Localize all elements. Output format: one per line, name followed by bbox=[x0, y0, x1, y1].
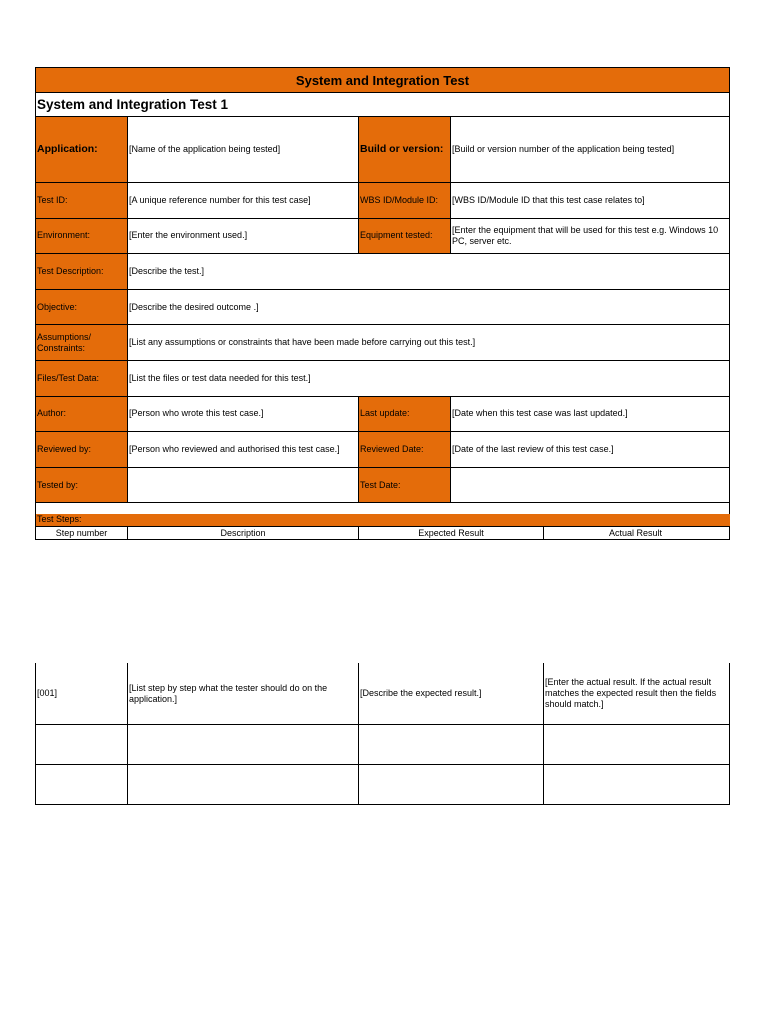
reviewed-by-value[interactable]: [Person who reviewed and authorised this test case.] bbox=[128, 432, 359, 467]
table-row bbox=[36, 663, 729, 725]
application-label: Application: bbox=[36, 117, 128, 182]
tested-row bbox=[36, 468, 729, 504]
test-id-row bbox=[36, 183, 729, 219]
actual-result-cell[interactable] bbox=[544, 765, 727, 804]
description-header: Description bbox=[128, 527, 359, 539]
objective-label: Objective: bbox=[36, 290, 128, 325]
test-id-label: Test ID: bbox=[36, 183, 128, 218]
tested-by-value[interactable] bbox=[128, 468, 359, 503]
author-value[interactable]: [Person who wrote this test case.] bbox=[128, 397, 359, 432]
expected-result-header: Expected Result bbox=[359, 527, 544, 539]
author-label: Author: bbox=[36, 397, 128, 432]
build-version-label: Build or version: bbox=[359, 117, 451, 182]
files-row bbox=[36, 361, 729, 397]
test-id-value[interactable]: [A unique reference number for this test case] bbox=[128, 183, 359, 218]
step-description-cell[interactable]: [List step by step what the tester should do on the application.] bbox=[128, 663, 359, 724]
actual-result-header: Actual Result bbox=[608, 527, 663, 538]
application-row bbox=[36, 117, 729, 183]
environment-row bbox=[36, 219, 729, 255]
test-name: System and Integration Test 1 bbox=[37, 97, 229, 112]
wbs-id-label: WBS ID/Module ID: bbox=[359, 183, 451, 218]
files-value[interactable]: [List the files or test data needed for this test.] bbox=[129, 372, 311, 383]
author-row bbox=[36, 397, 729, 433]
reviewed-date-label: Reviewed Date: bbox=[359, 432, 451, 467]
build-version-value[interactable]: [Build or version number of the application being tested] bbox=[452, 144, 675, 154]
spacer-row bbox=[36, 503, 729, 514]
step-number-cell[interactable] bbox=[36, 725, 128, 764]
step-description-cell[interactable] bbox=[128, 725, 359, 764]
actual-result-cell[interactable] bbox=[544, 725, 727, 764]
reviewed-date-value[interactable]: [Date of the last review of this test case.] bbox=[452, 443, 614, 454]
last-update-value[interactable]: [Date when this test case was last updated.] bbox=[452, 408, 628, 419]
application-value[interactable]: [Name of the application being tested] bbox=[128, 117, 359, 182]
wbs-id-value[interactable]: [WBS ID/Module ID that this test case relates to] bbox=[452, 194, 645, 205]
step-number-cell[interactable] bbox=[36, 765, 128, 804]
objective-value[interactable]: [Describe the desired outcome .] bbox=[129, 301, 259, 312]
test-steps-table bbox=[35, 663, 730, 805]
test-description-label: Test Description: bbox=[36, 254, 128, 289]
sheet-title: System and Integration Test bbox=[36, 68, 729, 92]
assumptions-value[interactable]: [List any assumptions or constraints that have been made before carrying out this test.] bbox=[129, 337, 476, 348]
last-update-label: Last update: bbox=[359, 397, 451, 432]
test-description-value[interactable]: [Describe the test.] bbox=[129, 265, 205, 276]
table-row bbox=[36, 725, 729, 765]
title-row bbox=[36, 67, 729, 93]
reviewed-row bbox=[36, 432, 729, 468]
actual-result-cell[interactable]: [Enter the actual result. If the actual result matches the expected result then the fields should match.] bbox=[545, 677, 717, 709]
assumptions-label: Assumptions/ Constraints: bbox=[36, 325, 128, 360]
test-date-value[interactable] bbox=[451, 468, 727, 503]
equipment-tested-value[interactable]: [Enter the equipment that will be used for this test e.g. Windows 10 PC, server etc. bbox=[452, 224, 719, 246]
test-steps-label: Test Steps: bbox=[36, 514, 730, 527]
expected-result-cell[interactable] bbox=[359, 765, 544, 804]
reviewed-by-label: Reviewed by: bbox=[36, 432, 128, 467]
subtitle-row bbox=[36, 93, 729, 117]
step-number-cell[interactable]: [001] bbox=[36, 663, 128, 724]
table-row bbox=[36, 765, 729, 805]
test-date-label: Test Date: bbox=[359, 468, 451, 503]
files-label: Files/Test Data: bbox=[36, 361, 128, 396]
steps-header-row bbox=[36, 527, 729, 540]
environment-label: Environment: bbox=[36, 219, 128, 254]
step-description-cell[interactable] bbox=[128, 765, 359, 804]
environment-value[interactable]: [Enter the environment used.] bbox=[128, 219, 359, 254]
equipment-tested-label: Equipment tested: bbox=[359, 219, 451, 254]
tested-by-label: Tested by: bbox=[36, 468, 128, 503]
step-number-header: Step number bbox=[36, 527, 128, 539]
expected-result-cell[interactable]: [Describe the expected result.] bbox=[359, 663, 544, 724]
test-case-sheet bbox=[35, 67, 730, 540]
description-row bbox=[36, 254, 729, 290]
assumptions-row bbox=[36, 325, 729, 361]
objective-row bbox=[36, 290, 729, 326]
expected-result-cell[interactable] bbox=[359, 725, 544, 764]
